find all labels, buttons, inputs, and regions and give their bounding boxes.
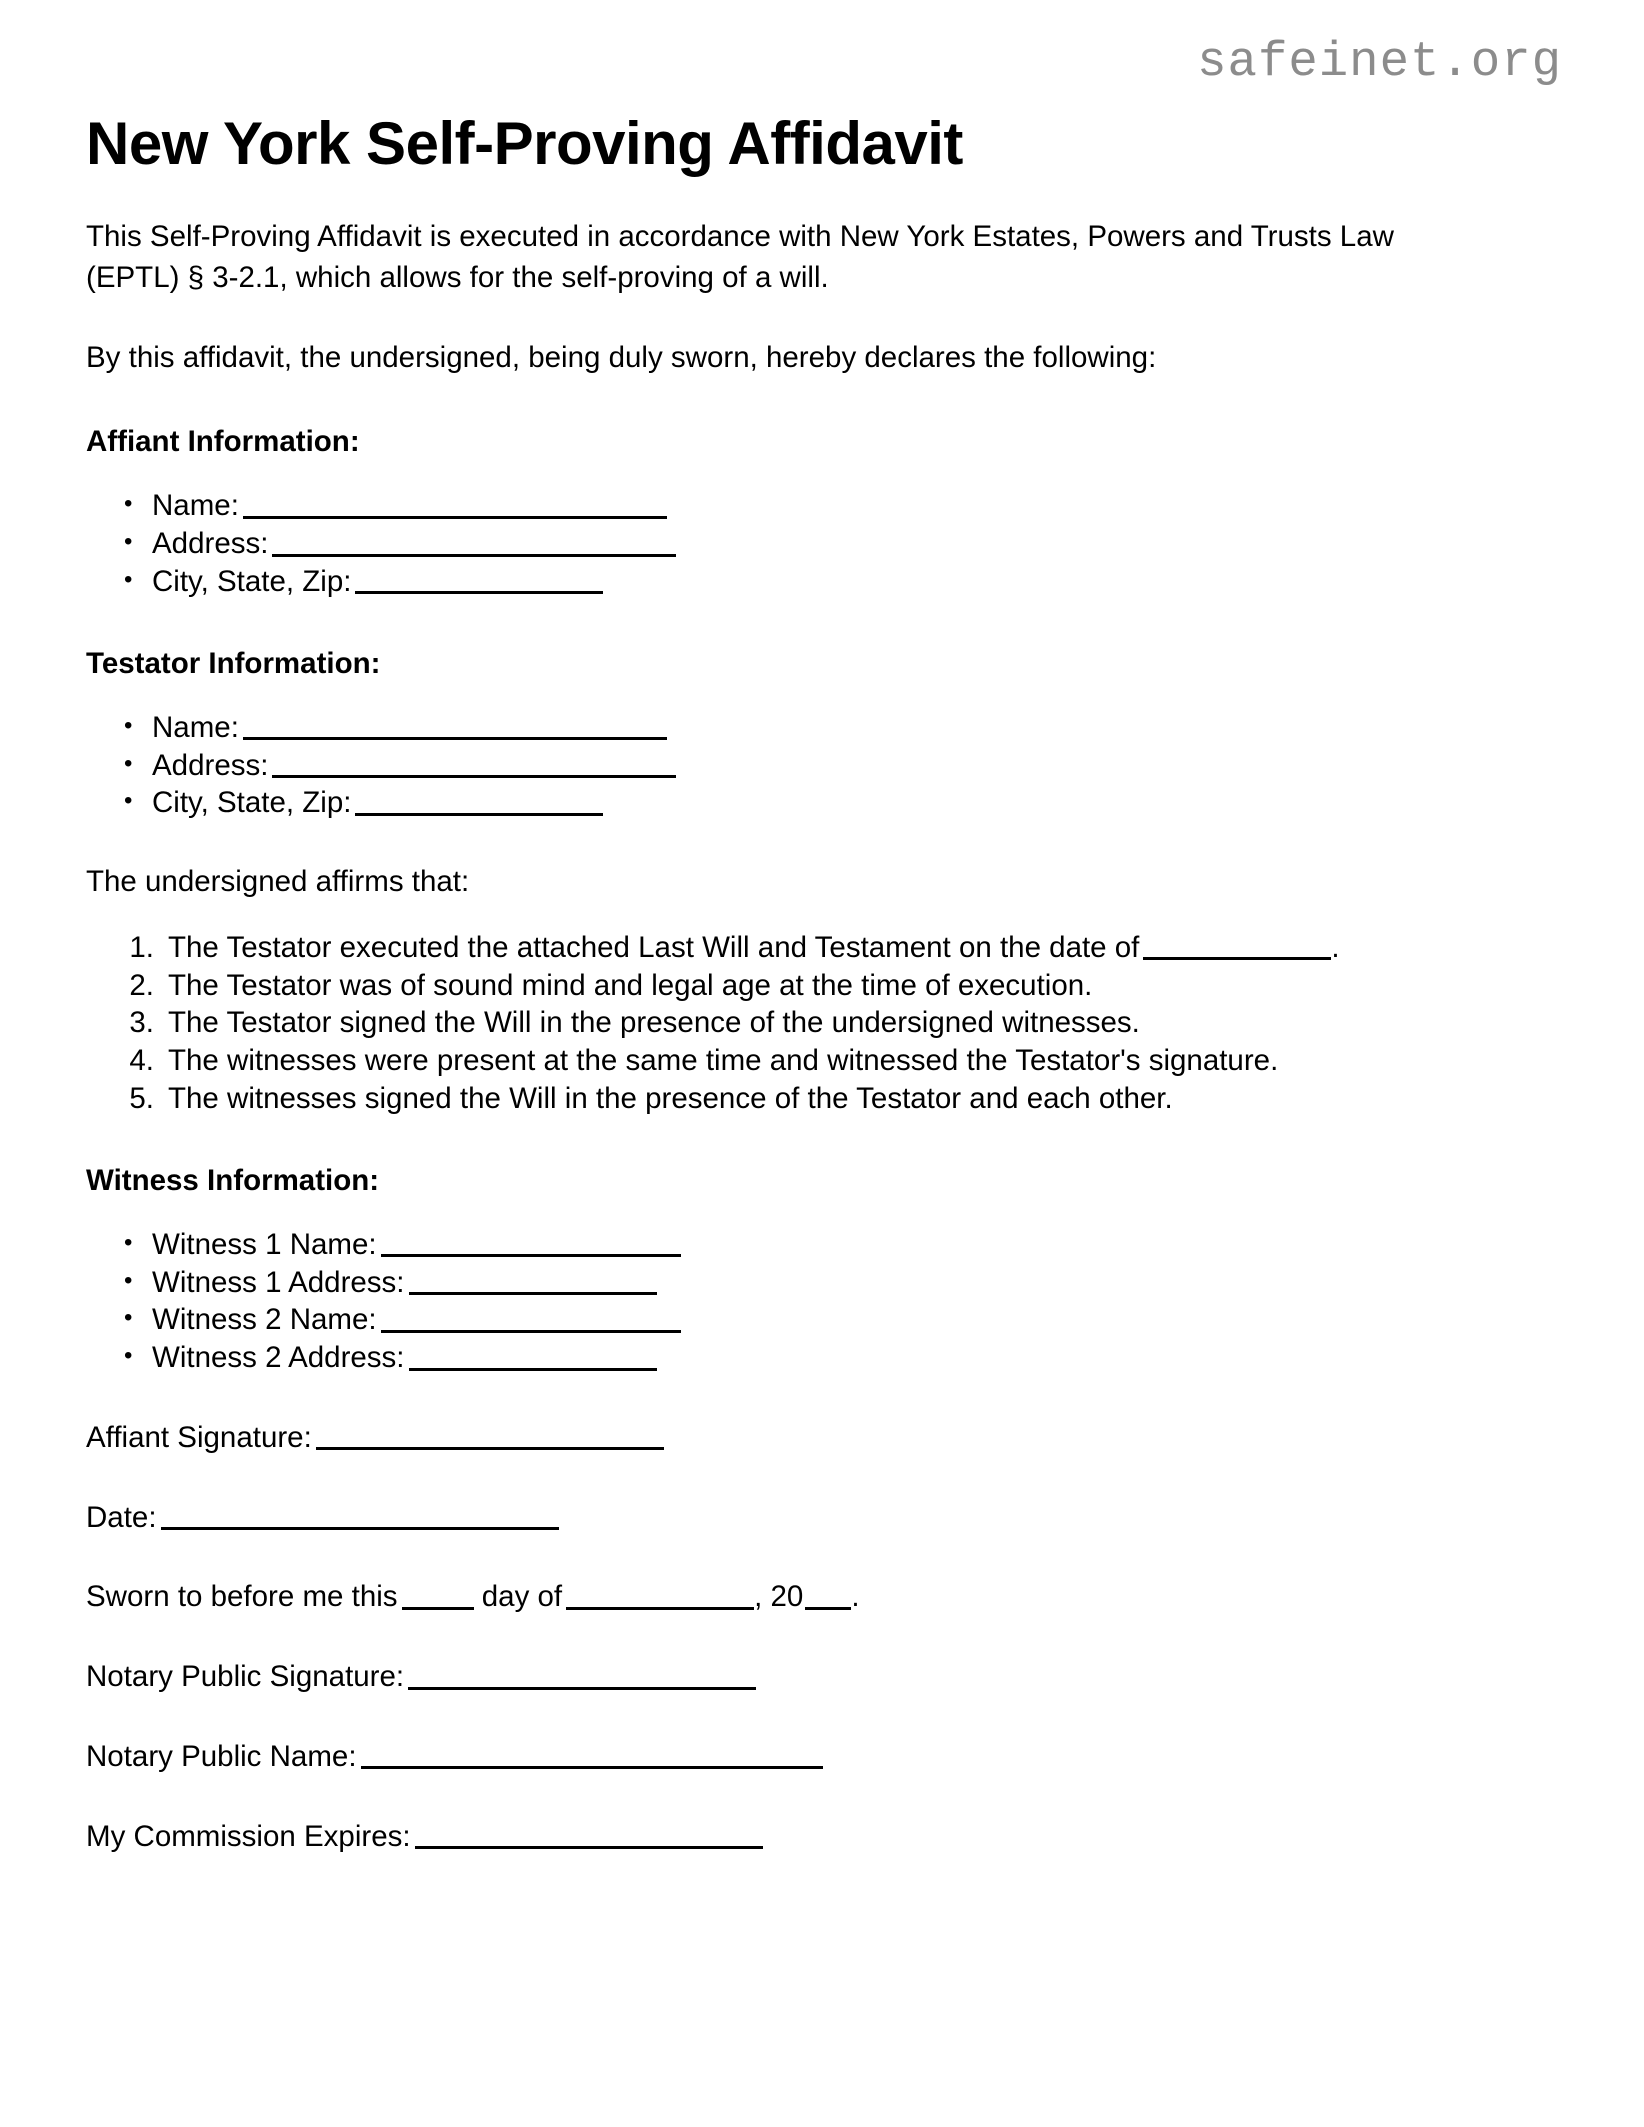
notary-name-blank[interactable] (361, 1742, 823, 1769)
site-watermark: safeinet.org (1197, 34, 1562, 90)
notary-signature-label: Notary Public Signature: (86, 1660, 405, 1694)
affirmation-list (86, 903, 1506, 1118)
list-item: The Testator was of sound mind and legal age at the time of execution. (168, 968, 1093, 1002)
witness-2-address-blank[interactable] (409, 1344, 657, 1371)
list-item (86, 563, 1506, 601)
affirmation-item-1-text: The Testator executed the attached Last Will and Testament on the date of (168, 930, 1140, 964)
witness-1-name-blank[interactable] (381, 1230, 681, 1257)
sworn-period-text: . (851, 1580, 860, 1614)
notary-name-label: Notary Public Name: (86, 1739, 357, 1773)
testator-address-blank[interactable] (272, 751, 676, 778)
testator-city-state-zip-blank[interactable] (355, 789, 603, 816)
commission-expires-label: My Commission Expires: (86, 1819, 411, 1853)
list-item: The witnesses were present at the same time and witnessed the Testator's signature. (168, 1044, 1279, 1078)
affiant-address-label: Address: (152, 527, 269, 560)
sworn-statement-line (86, 1536, 1506, 1616)
sworn-day-of-text: day of (481, 1580, 563, 1614)
affiant-signature-blank[interactable] (316, 1423, 664, 1450)
affiant-city-state-zip-blank[interactable] (355, 567, 603, 594)
affiant-signature-line (86, 1377, 1506, 1457)
witness-2-address-label: Witness 2 Address: (152, 1341, 405, 1375)
date-blank[interactable] (161, 1503, 559, 1530)
affiant-name-label: Name: (152, 489, 239, 523)
sworn-day-blank[interactable] (402, 1583, 474, 1610)
affiant-fields-list (86, 461, 1506, 600)
commission-expires-line (86, 1776, 1506, 1856)
testator-name-blank[interactable] (243, 713, 667, 740)
witness-1-address-blank[interactable] (409, 1268, 657, 1295)
list-item: The witnesses signed the Will in the presence of the Testator and each other. (168, 1081, 1173, 1115)
affiant-address-blank[interactable] (272, 529, 676, 556)
witness-fields-list (86, 1200, 1506, 1377)
list-item (86, 1264, 1506, 1302)
list-item (86, 784, 1506, 822)
sworn-year-blank[interactable] (805, 1583, 851, 1610)
date-label: Date: (86, 1500, 157, 1534)
witness-1-address-label: Witness 1 Address: (152, 1265, 405, 1299)
document-content (86, 0, 1506, 1855)
list-item (86, 487, 1506, 525)
affirmation-lead-in: The undersigned affirms that: (86, 865, 470, 899)
sworn-year-prefix-text: , 20 (754, 1580, 804, 1614)
testator-name-label: Name: (152, 710, 239, 744)
affiant-signature-label: Affiant Signature: (86, 1420, 312, 1454)
sworn-prefix-text: Sworn to before me this (86, 1580, 398, 1614)
list-item (86, 929, 1506, 967)
testator-fields-list (86, 683, 1506, 822)
date-line (86, 1457, 1506, 1537)
affiant-information-heading: Affiant Information: (86, 424, 360, 458)
witness-information-heading: Witness Information: (86, 1163, 380, 1197)
execution-date-blank[interactable] (1143, 933, 1331, 960)
list-item (86, 1226, 1506, 1264)
notary-signature-blank[interactable] (408, 1663, 756, 1690)
sworn-month-blank[interactable] (566, 1583, 754, 1610)
affiant-name-blank[interactable] (243, 492, 667, 519)
list-item (86, 709, 1506, 747)
list-item (86, 1301, 1506, 1339)
list-item: The Testator signed the Will in the presence of the undersigned witnesses. (168, 1006, 1140, 1040)
page-title: New York Self-Proving Affidavit (86, 110, 963, 177)
witness-2-name-blank[interactable] (381, 1306, 681, 1333)
notary-signature-line (86, 1616, 1506, 1696)
witness-1-name-label: Witness 1 Name: (152, 1227, 377, 1261)
list-item (86, 1339, 1506, 1377)
intro-paragraph-1: This Self-Proving Affidavit is executed in accordance with New York Estates, Powers and Trusts Law (EPTL) § 3-2.1, which allows for the self-proving of a will. (86, 219, 1394, 294)
testator-city-state-zip-label: City, State, Zip: (152, 786, 352, 820)
affirmation-item-1-suffix: . (1331, 930, 1340, 964)
testator-address-label: Address: (152, 748, 269, 782)
affiant-city-state-zip-label: City, State, Zip: (152, 564, 352, 598)
commission-expires-blank[interactable] (415, 1822, 763, 1849)
intro-paragraph-2: By this affidavit, the undersigned, being duly sworn, hereby declares the following: (86, 341, 1157, 375)
list-item (86, 747, 1506, 785)
witness-2-name-label: Witness 2 Name: (152, 1303, 377, 1337)
notary-name-line (86, 1696, 1506, 1776)
testator-information-heading: Testator Information: (86, 646, 381, 680)
list-item (86, 525, 1506, 563)
